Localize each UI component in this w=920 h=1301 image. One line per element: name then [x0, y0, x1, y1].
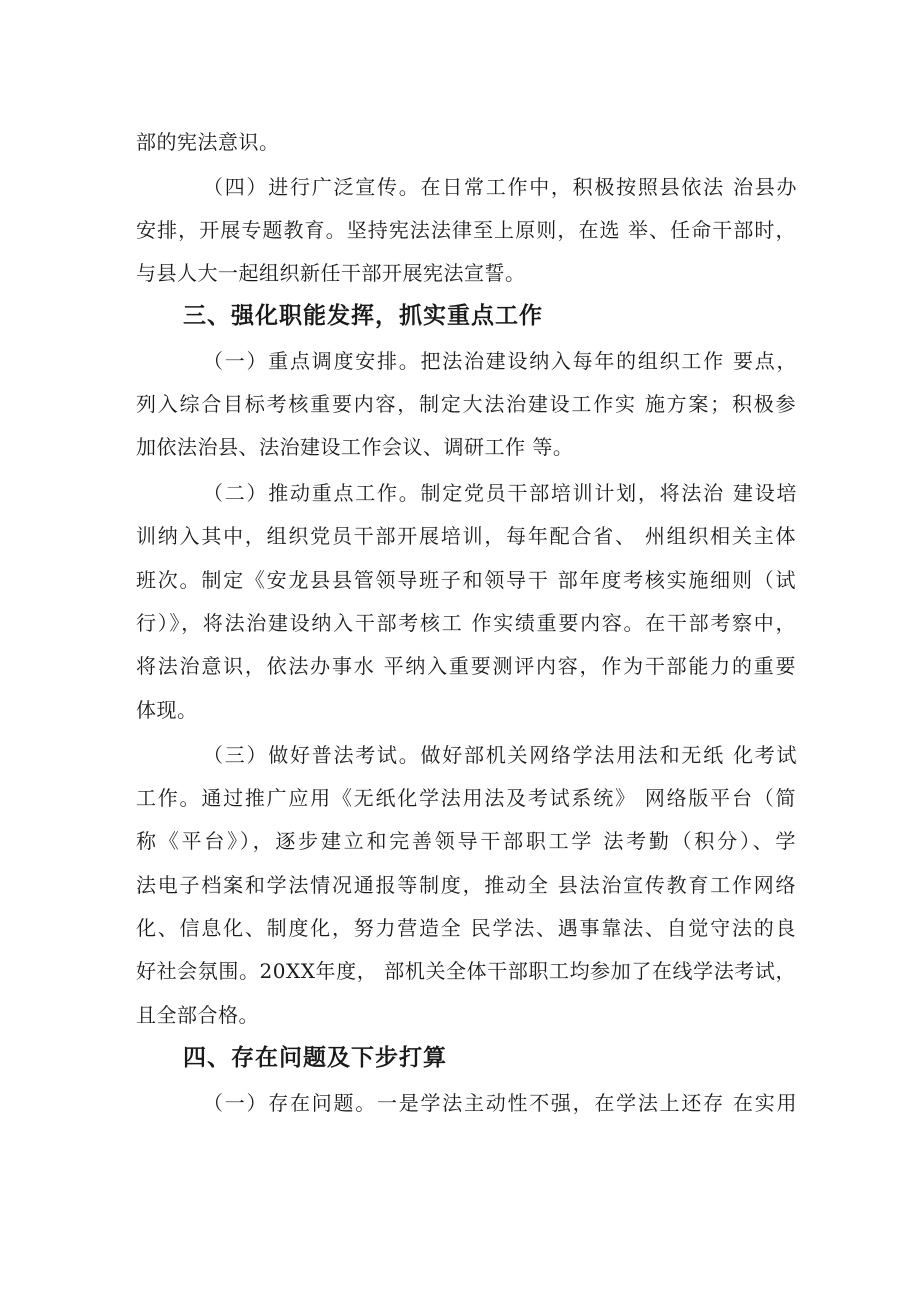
text-line: 称《平台》），逐步建立和完善领导干部职工学 法考勤（积分）、学: [136, 829, 796, 853]
text-line: 部的宪法意识。: [136, 130, 280, 154]
text-line: 且全部合格。: [136, 1003, 259, 1027]
text-line: 将法治意识，依法办事水 平纳入重要测评内容，作为干部能力的重要: [136, 654, 796, 678]
text-line: 工作。通过推广应用《无纸化学法用法及考试系统》 网络版平台（简: [136, 786, 796, 810]
section-heading-3: 三、强化职能发挥，抓实重点工作: [183, 303, 543, 329]
text-line: 体现。: [136, 698, 198, 722]
text-line: 训纳入其中，组织党员干部开展培训，每年配合省、 州组织相关主体: [136, 524, 796, 548]
text-line: 列入综合目标考核重要内容，制定大法治建设工作实 施方案；积极参: [136, 392, 796, 416]
paragraph-4-line-1: （四）进行广泛宣传。在日常工作中，积极按照县依法 治县办: [203, 175, 797, 199]
paragraph-2-line-1: （二）推动重点工作。制定党员干部培训计划，将法治 建设培: [203, 481, 797, 505]
text-line: 加依法治县、法治建设工作会议、调研工作 等。: [136, 435, 574, 459]
paragraph-problems-line-1: （一）存在问题。一是学法主动性不强，在学法上还存 在实用: [203, 1091, 797, 1115]
text-line: 行）》，将法治建设纳入干部考核工 作实绩重要内容。在干部考察中，: [136, 611, 796, 635]
text-line: 化、信息化、制度化，努力营造全 民学法、遇事靠法、自觉守法的良: [136, 916, 796, 940]
text-line: 安排，开展专题教育。坚持宪法法律至上原则，在选 举、任命干部时，: [136, 218, 796, 242]
section-heading-4: 四、存在问题及下步打算: [183, 1045, 447, 1071]
text-line: 与县人大一起组织新任干部开展宪法宣誓。: [136, 261, 526, 285]
paragraph-3-line-1: （三）做好普法考试。做好部机关网络学法用法和无纸 化考试: [203, 743, 797, 767]
text-line: 法电子档案和学法情况通报等制度，推动全 县法治宣传教育工作网络: [136, 873, 796, 897]
text-line: 好社会氛围。20XX年度， 部机关全体干部职工均参加了在线学法考试，: [136, 959, 796, 983]
paragraph-1-line-1: （一）重点调度安排。把法治建设纳入每年的组织工作 要点，: [203, 349, 797, 373]
text-line: 班次。制定《安龙县县管领导班子和领导干 部年度考核实施细则（试: [136, 568, 796, 592]
